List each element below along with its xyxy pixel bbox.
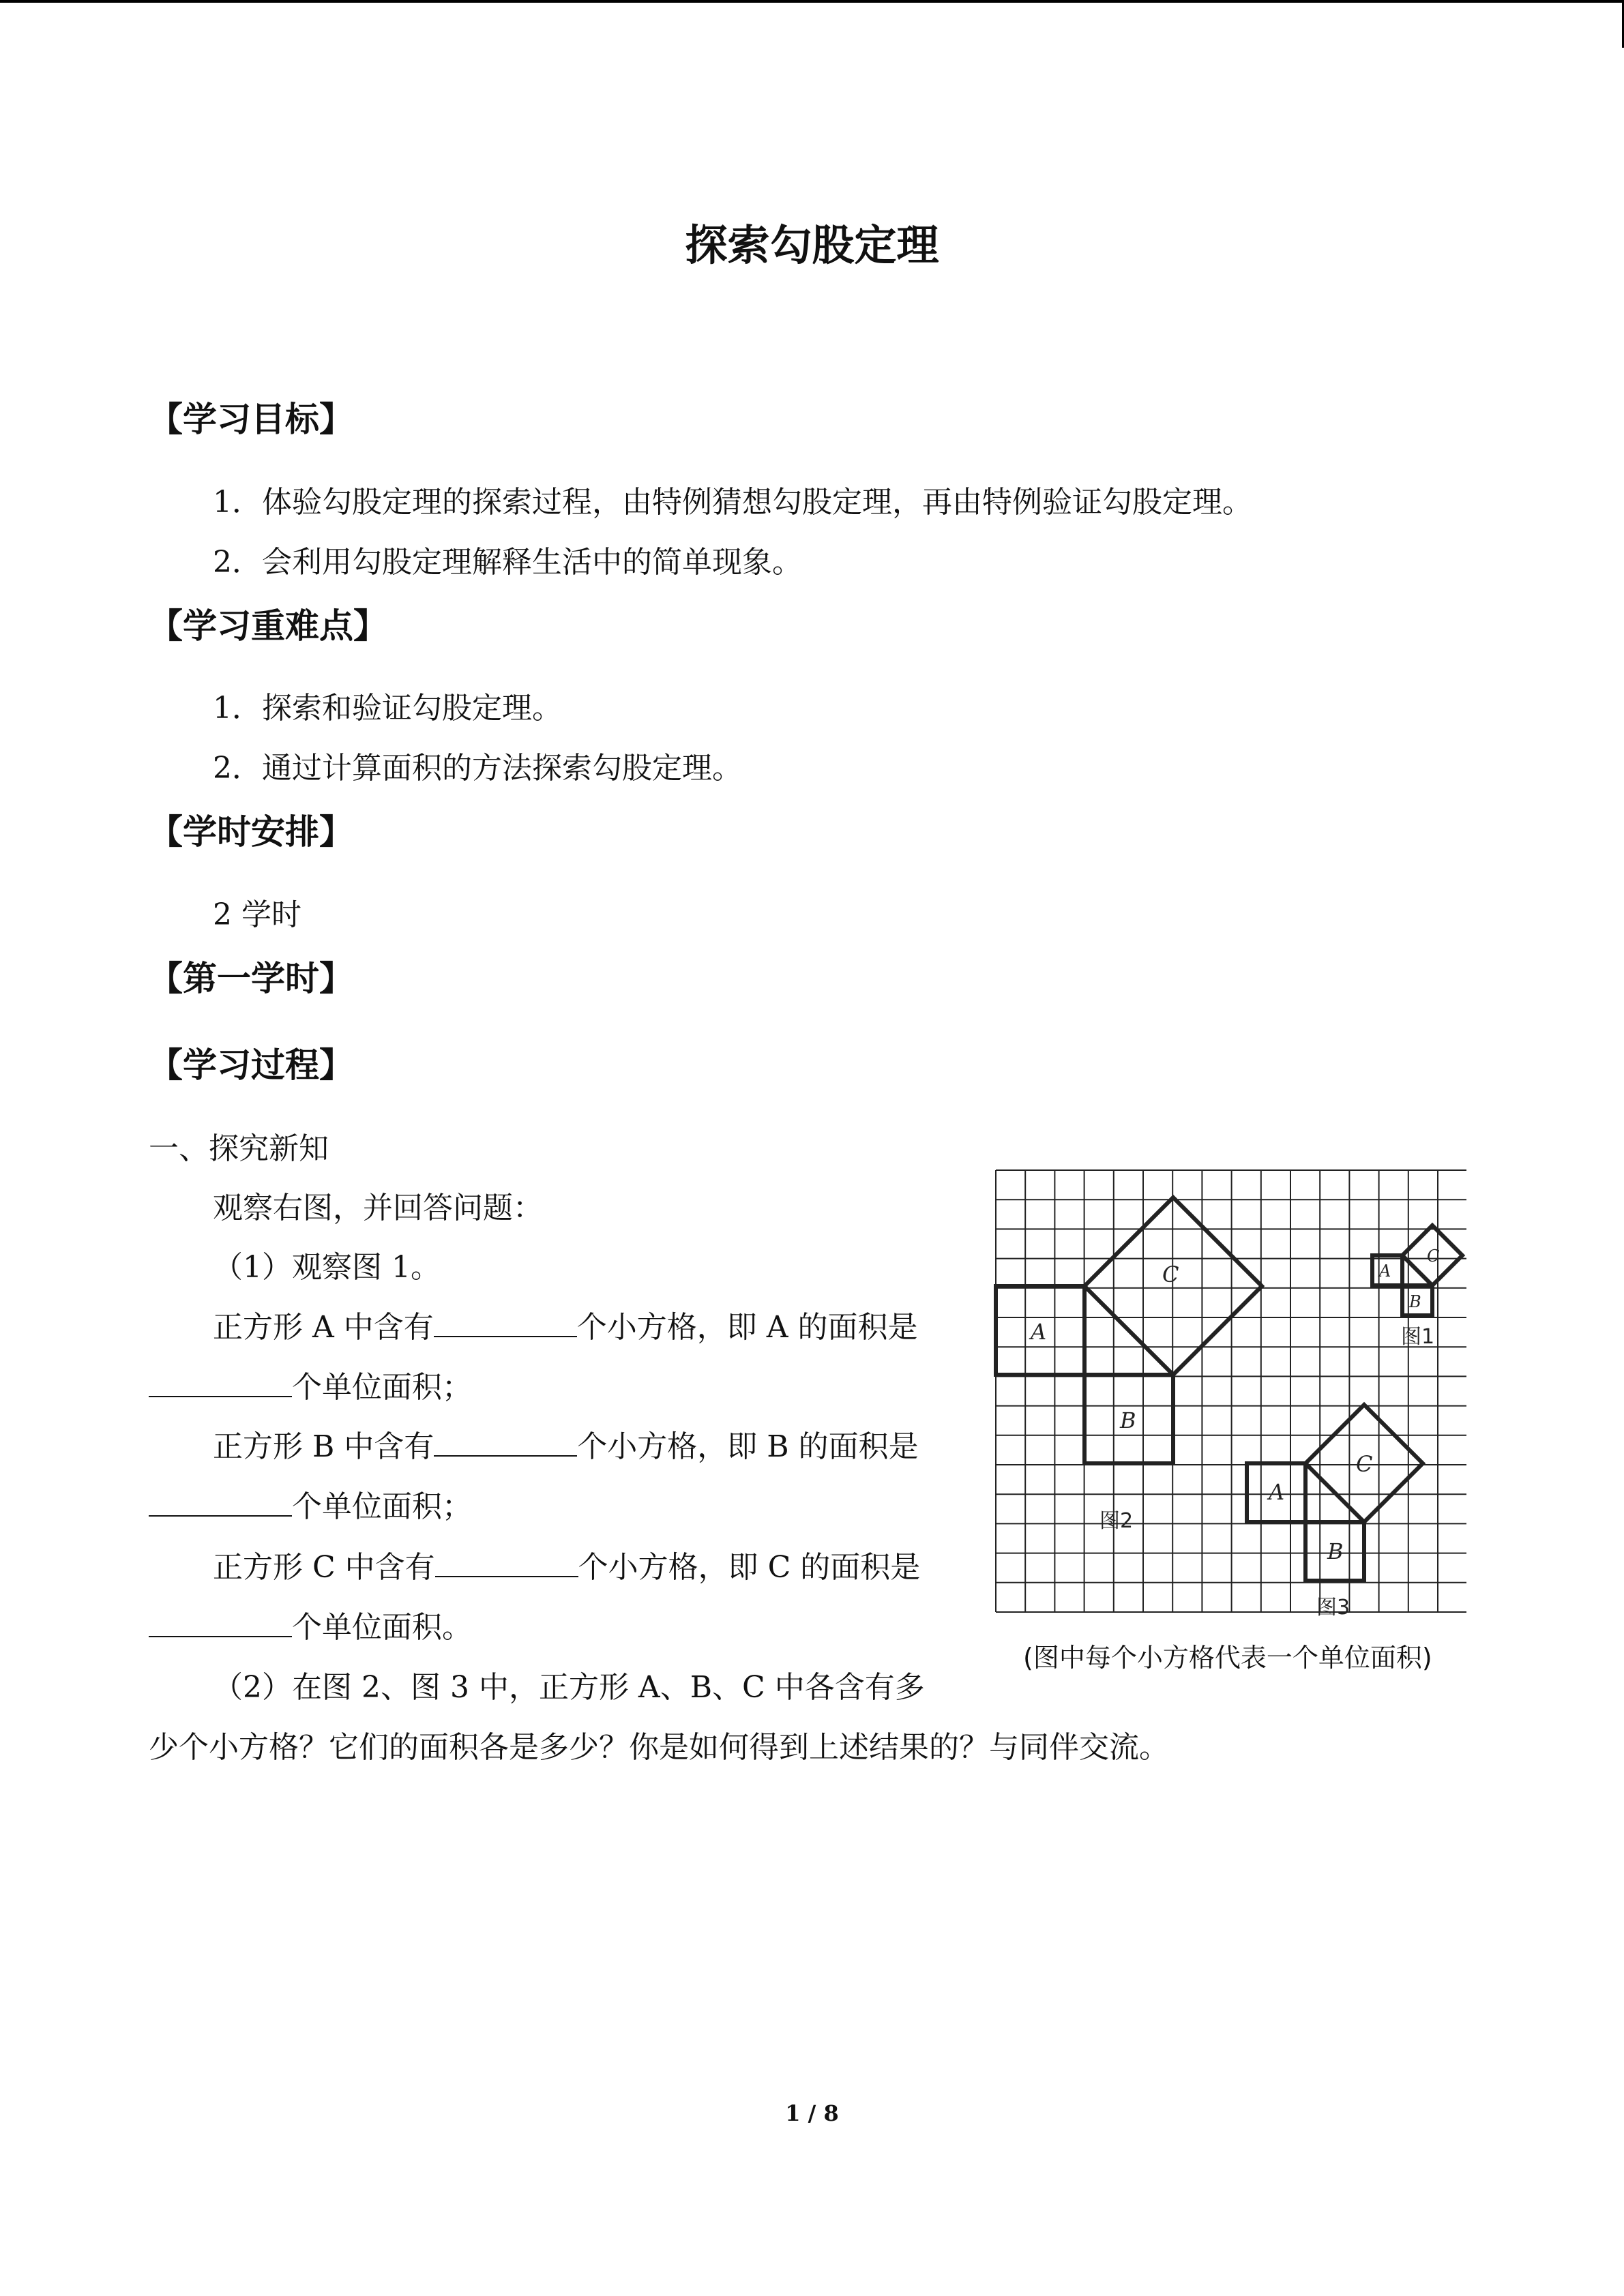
square-a-area-blank[interactable] xyxy=(149,1370,292,1397)
square-b-count-blank[interactable] xyxy=(434,1429,577,1457)
question-2-line-1: （2）在图 2、图 3 中，正方形 A、B、C 中各含有多 xyxy=(213,1670,925,1705)
unit-area-text: 个单位面积； xyxy=(292,1370,472,1405)
heading-process: 【学习过程】 xyxy=(149,1045,353,1085)
fig1-caption: 图1 xyxy=(1401,1325,1435,1349)
fig3-label-a: A xyxy=(1269,1479,1285,1505)
heading-objectives: 【学习目标】 xyxy=(149,400,353,439)
schedule-text: 2 学时 xyxy=(213,897,301,932)
fig1-label-c: C xyxy=(1162,1262,1179,1287)
square-c-area-line xyxy=(149,1602,472,1646)
square-c-area-blank[interactable] xyxy=(149,1610,292,1637)
grid-lines xyxy=(996,1170,1466,1612)
square-a-area-line xyxy=(149,1362,472,1406)
square-c-prefix: 正方形 C 中含有 xyxy=(213,1550,435,1585)
fig3-label-b: B xyxy=(1327,1538,1344,1564)
square-a-line xyxy=(213,1302,918,1346)
fig2-label-a: A xyxy=(1379,1262,1391,1281)
square-b-prefix: 正方形 B 中含有 xyxy=(213,1429,434,1464)
page-number: 1 / 8 xyxy=(785,2100,839,2126)
objective-item-2: 2．会利用勾股定理解释生活中的简单现象。 xyxy=(213,545,802,580)
heading-key-points: 【学习重难点】 xyxy=(149,606,387,646)
square-b-middle: 个小方格，即 B 的面积是 xyxy=(577,1429,919,1464)
square-c-line xyxy=(213,1542,920,1586)
fig2-caption: 图2 xyxy=(1099,1509,1134,1533)
key-point-item-2: 2．通过计算面积的方法探索勾股定理。 xyxy=(213,751,742,786)
square-b-area-blank[interactable] xyxy=(149,1489,292,1517)
square-c-count-blank[interactable] xyxy=(435,1550,578,1577)
square-c-middle: 个小方格，即 C 的面积是 xyxy=(578,1550,921,1585)
fig3-label-c: C xyxy=(1356,1451,1373,1477)
intro-text: 观察右图，并回答问题： xyxy=(213,1191,543,1225)
grid-figure xyxy=(993,1167,1466,1672)
grid-svg xyxy=(993,1167,1466,1631)
fig3-caption: 图3 xyxy=(1316,1596,1350,1620)
square-a-middle: 个小方格，即 A 的面积是 xyxy=(576,1310,918,1345)
objective-item-1: 1．体验勾股定理的探索过程，由特例猜想勾股定理，再由特例验证勾股定理。 xyxy=(213,485,1252,520)
question-2-line-2: 少个小方格？它们的面积各是多少？你是如何得到上述结果的？与同伴交流。 xyxy=(149,1730,1169,1765)
figure-caption: (图中每个小方格代表一个单位面积) xyxy=(1023,1643,1432,1673)
square-a-prefix: 正方形 A 中含有 xyxy=(213,1310,434,1345)
fig1-label-b: B xyxy=(1120,1407,1136,1433)
unit-area-text: 个单位面积； xyxy=(292,1489,472,1524)
heading-schedule: 【学时安排】 xyxy=(149,812,353,852)
part-title: 一、探究新知 xyxy=(149,1131,329,1166)
square-b-area-line xyxy=(149,1482,472,1525)
fig1-label-a: A xyxy=(1031,1319,1047,1345)
heading-first-period: 【第一学时】 xyxy=(149,959,353,998)
fig2-label-b: B xyxy=(1409,1292,1421,1311)
document-title: 探索勾股定理 xyxy=(685,220,939,270)
unit-area-text: 个单位面积。 xyxy=(292,1610,472,1645)
question-1: （1）观察图 1。 xyxy=(213,1250,441,1285)
square-b-line xyxy=(213,1422,919,1465)
fig2-label-c: C xyxy=(1427,1247,1440,1266)
top-border-line xyxy=(0,0,1624,3)
square-a-count-blank[interactable] xyxy=(434,1310,577,1337)
key-point-item-1: 1．探索和验证勾股定理。 xyxy=(213,691,562,726)
